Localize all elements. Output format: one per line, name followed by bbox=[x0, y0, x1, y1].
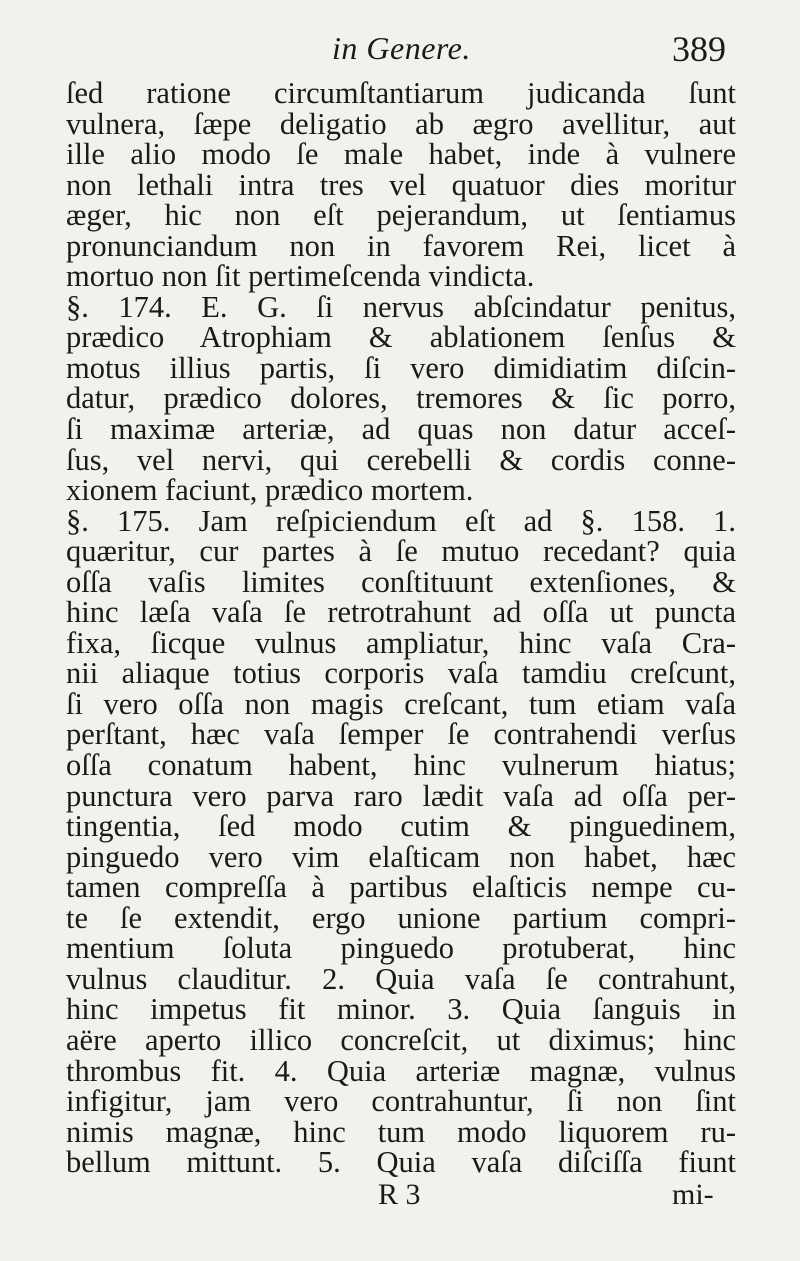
page-number: 389 bbox=[672, 29, 726, 69]
text-line: vulnus clauditur. 2. Quia vaſa ſe contrahunt, bbox=[66, 961, 736, 996]
text-line: quæritur, cur partes à ſe mutuo recedant? quia bbox=[66, 534, 736, 569]
text-line: ille alio modo ſe male habet, inde à vulnere bbox=[66, 137, 736, 172]
text-line: tamen compreſſa à partibus elaſticis nempe cu- bbox=[66, 870, 736, 905]
text-line: infigitur, jam vero contrahuntur, ſi non ſint bbox=[66, 1084, 736, 1119]
text-line: mortuo non ſit pertimeſcenda vindicta. bbox=[66, 259, 535, 294]
text-line: æger, hic non eſt pejerandum, ut ſentiamus bbox=[66, 198, 736, 233]
text-line: mentium ſoluta pinguedo protuberat, hinc bbox=[66, 931, 736, 966]
body-text bbox=[66, 78, 736, 1178]
text-line: pronunciandum non in favorem Rei, licet à bbox=[66, 228, 736, 263]
page-footer bbox=[0, 1178, 800, 1218]
text-line: thrombus fit. 4. Quia arteriæ magnæ, vulnus bbox=[66, 1053, 736, 1088]
text-line: oſſa vaſis limites conſtituunt extenſiones, & bbox=[66, 564, 736, 599]
text-line: hinc impetus fit minor. 3. Quia ſanguis in bbox=[66, 992, 736, 1027]
text-line: ſi vero oſſa non magis creſcant, tum etiam vaſa bbox=[66, 686, 736, 721]
text-line: aëre aperto illico concreſcit, ut diximus; hinc bbox=[66, 1022, 736, 1057]
text-line: ſus, vel nervi, qui cerebelli & cordis conne- bbox=[66, 442, 736, 477]
running-head: in Genere. bbox=[332, 30, 471, 66]
text-line: fixa, ſicque vulnus ampliatur, hinc vaſa Cra- bbox=[66, 625, 736, 660]
catchword: mi- bbox=[672, 1178, 714, 1211]
text-line: ſi maximæ arteriæ, ad quas non datur acceſ- bbox=[66, 412, 736, 447]
signature-mark: R 3 bbox=[378, 1178, 421, 1211]
page-header bbox=[0, 28, 800, 72]
text-line: nimis magnæ, hinc tum modo liquorem ru- bbox=[66, 1114, 736, 1149]
text-line: hinc læſa vaſa ſe retrotrahunt ad oſſa ut puncta bbox=[66, 595, 736, 630]
text-line: oſſa conatum habent, hinc vulnerum hiatus; bbox=[66, 748, 736, 783]
text-line: punctura vero parva raro lædit vaſa ad oſſa per- bbox=[66, 778, 736, 813]
text-line: §. 175. Jam reſpiciendum eſt ad §. 158. 1. bbox=[66, 503, 736, 538]
text-line: bellum mittunt. 5. Quia vaſa diſciſſa fiunt bbox=[66, 1145, 736, 1180]
text-line: xionem faciunt, prædico mortem. bbox=[66, 473, 474, 508]
text-line: §. 174. E. G. ſi nervus abſcindatur penitus, bbox=[66, 289, 736, 324]
text-line: ſed ratione circumſtantiarum judicanda ſunt bbox=[66, 76, 736, 110]
text-line: vulnera, ſæpe deligatio ab ægro avellitur, aut bbox=[66, 106, 736, 141]
text-line: perſtant, hæc vaſa ſemper ſe contrahendi verſus bbox=[66, 717, 736, 752]
text-line: prædico Atrophiam & ablationem ſenſus & bbox=[66, 320, 736, 355]
text-line: datur, prædico dolores, tremores & ſic porro, bbox=[66, 381, 736, 416]
text-line: tingentia, ſed modo cutim & pinguedinem, bbox=[66, 809, 736, 844]
text-line: motus illius partis, ſi vero dimidiatim diſcin- bbox=[66, 350, 736, 385]
text-line: nii aliaque totius corporis vaſa tamdiu creſcunt, bbox=[66, 656, 736, 691]
text-line: non lethali intra tres vel quatuor dies moritur bbox=[66, 167, 736, 202]
text-line: te ſe extendit, ergo unione partium compri- bbox=[66, 900, 736, 935]
text-line: pinguedo vero vim elaſticam non habet, hæc bbox=[66, 839, 736, 874]
